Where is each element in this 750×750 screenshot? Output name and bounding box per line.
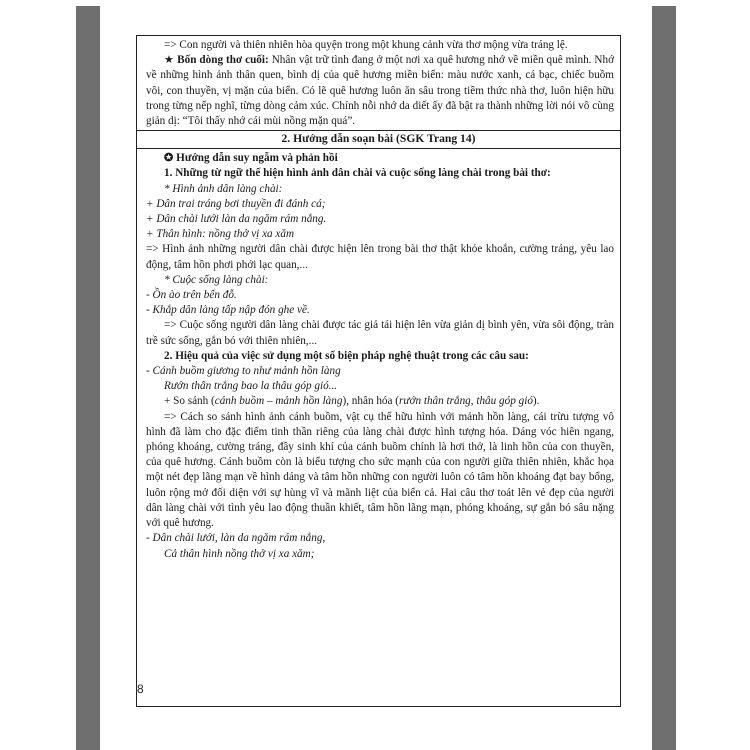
q1-item-c: + Thân hình: nồng thở vị xa xăm xyxy=(146,228,295,241)
guide-subtitle xyxy=(146,151,614,166)
q2-verse-4: Cả thân hình nồng thở vị xa xăm; xyxy=(164,547,315,560)
question-2: 2. Hiệu quả của việc sử dụng một số biện pháp nghệ thuật trong các câu sau: xyxy=(164,349,529,362)
q1-item-f: - Khắp dân làng tấp nập đón ghe về. xyxy=(146,304,310,317)
content-table xyxy=(136,35,621,707)
q1-heading-life: * Cuộc sống làng chài: xyxy=(164,273,269,286)
q1-item-e: - Ồn ào trên bến đỗ. xyxy=(146,289,237,302)
last-stanza-paragraph xyxy=(146,53,614,129)
conclusion-line: => Con người và thiên nhiên hòa quyện trong một khung cảnh vừa thơ mộng vừa tráng lệ. xyxy=(164,39,568,51)
q2-devices: + So sánh (cánh buồm – mảnh hồn làng), nhân hóa (rướn thân trắng, thâu góp gió). xyxy=(164,395,540,408)
q2-verse-1: - Cánh buồm giương to như mảnh hồn làng xyxy=(146,365,341,378)
section-poem-analysis xyxy=(137,36,620,130)
q2-verse-3: - Dân chài lưới, làn da ngăm rám nắng, xyxy=(146,532,326,545)
star-icon: ★ xyxy=(164,54,175,67)
page-number: 8 xyxy=(137,682,144,696)
q1-item-a: + Dân trai tráng bơi thuyền đi đánh cá; xyxy=(146,197,326,210)
last-stanza-title: Bốn dòng thơ cuối: xyxy=(177,54,269,67)
q1-conclusion-1: => Hình ảnh những người dân chài được hiện lên trong bài thơ thật khỏe khoắn, cường tráng, yêu lao động, tâm hồn phơi phới lạc quan,... xyxy=(146,243,614,271)
guide-subtitle-text: Hướng dẫn suy ngẫm và phản hồi xyxy=(176,152,338,165)
circle-star-icon: ✪ xyxy=(164,152,174,165)
q2-analysis: => Cách so sánh hình ảnh cánh buồm, vật cụ thể hữu hình với mảnh hồn làng, cái trừu tượng vô hình đã làm cho đặc điểm tinh thần riêng của làng chài được hình tượng hóa. Dáng vóc hiên ngang, phóng khoáng, cường tráng, đầy sinh khí của cánh buồm chính là hơi thở, là linh hồn của con thuyền, của quê hương. Cánh buồm còn là biểu tượng cho sức mạnh của con người giữa thiên nhiên, khắc họa một nét đẹp lãng mạn về hình dáng và tâm hồn những con người luôn có tâm hồn khoáng đạt bay bổng, luôn rộng mở đối diện với sự hùng vĩ và mãnh liệt của biển cả. Hai câu thơ toát lên vẻ đẹp của người dân làng chài với tình yêu lao động thuần khiết, tâm hồn lãng mạn, phóng khoáng, sự gắn bó sâu nặng với quê hương. xyxy=(146,410,614,530)
last-stanza-text: Nhân vật trữ tình đang ở một nơi xa quê hương nhớ về miền quê mình. Nhớ về những hình ảnh thân quen, bình dị của quê hương miền biển: màu nước xanh, cá bạc, chiếc buồm vôi, con thuyền, vị mặn của biển. Có lẽ quê hương luôn ăn sâu trong tiềm thức nhà thơ, luôn hiện hữu trong từng nếp nghĩ, từng dòng cảm xúc. Chính nỗi nhớ da diết ấy đã bật ra thành những lời nói vô cùng giản dị: “Tôi thấy nhớ cái mùi nồng mặn quá”. xyxy=(146,54,615,128)
q1-heading-villagers: * Hình ảnh dân làng chài: xyxy=(164,182,283,195)
section-header: 2. Hướng dẫn soạn bài (SGK Trang 14) xyxy=(137,130,620,149)
document-page xyxy=(100,6,652,750)
q1-item-b: + Dân chài lưới làn da ngăm rám nắng. xyxy=(146,213,327,226)
section-guide xyxy=(137,149,620,562)
question-1: 1. Những từ ngữ thể hiện hình ảnh dân chài và cuộc sống làng chài trong bài thơ: xyxy=(164,167,551,180)
q1-conclusion-2: => Cuộc sống người dân làng chài được tác giả tái hiện lên vừa giản dị bình yên, vừa sôi động, tràn trề sức sống, gắn bó với thiên nhiên,... xyxy=(146,319,614,347)
q2-verse-2: Rướn thân trắng bao la thâu góp gió... xyxy=(164,380,338,393)
